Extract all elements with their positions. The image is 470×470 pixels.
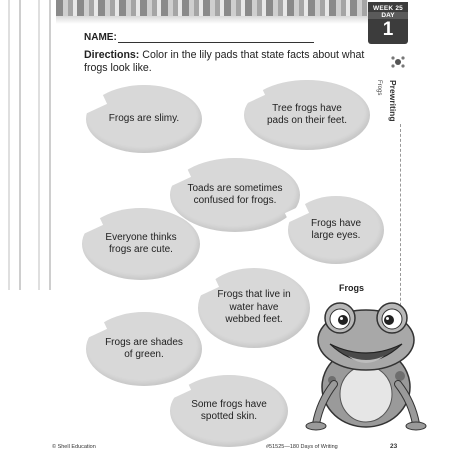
footer-book-id: #51525—180 Days of Writing — [266, 444, 338, 450]
footer-copyright: © Shell Education — [52, 444, 96, 450]
illustration-title: Frogs — [339, 283, 365, 293]
pad-notch — [83, 320, 107, 338]
lily-pad-text: Everyone thinks frogs are cute. — [105, 231, 177, 255]
name-label: NAME: — [84, 32, 117, 43]
lily-pad-6[interactable] — [198, 268, 310, 348]
pad-notch — [83, 95, 107, 113]
week-label: WEEK 25 — [373, 5, 403, 12]
lily-pad-1[interactable] — [86, 85, 202, 153]
lily-pad-text: Frogs have large eyes. — [310, 217, 362, 241]
banner-fade — [56, 16, 368, 24]
lily-pad-text: Toads are sometimes confused for frogs. — [187, 182, 283, 206]
day-label: DAY — [368, 12, 408, 19]
lily-pad-text: Frogs are shades of green. — [105, 336, 183, 360]
frog-illustration-icon — [296, 292, 436, 432]
lily-pad-text: Tree frogs have pads on their feet. — [266, 102, 348, 126]
directions-label: Directions: — [84, 49, 140, 61]
week-day-tab — [368, 2, 408, 44]
lily-pad-3[interactable] — [170, 158, 300, 232]
dots-icon — [390, 54, 406, 70]
lily-pad-4[interactable] — [82, 208, 200, 280]
sidebar-subtitle: Frogs — [376, 80, 382, 96]
pad-notch — [79, 216, 103, 234]
lily-pad-7[interactable] — [86, 312, 202, 386]
page-number: 23 — [390, 443, 398, 450]
reed-banner-decoration — [56, 0, 368, 17]
lily-pad-text: Frogs that live in water have webbed feet. — [217, 289, 291, 326]
lily-pad-text: Some frogs have spotted skin. — [191, 398, 267, 422]
lily-pad-text: Frogs are slimy. — [108, 112, 180, 124]
reed-stems-decoration — [0, 0, 56, 290]
lily-pad-5[interactable] — [288, 196, 384, 264]
directions — [84, 49, 384, 75]
lily-pad-2[interactable] — [244, 80, 370, 150]
sidebar-title: Prewriting — [388, 80, 398, 122]
directions-text: Color in the lily pads that state facts about what frogs look like. — [84, 49, 365, 74]
day-number: 1 — [382, 19, 394, 40]
lily-pad-8[interactable] — [170, 375, 288, 447]
pad-notch — [241, 86, 265, 104]
name-field[interactable] — [118, 42, 314, 43]
pad-notch — [167, 381, 191, 399]
